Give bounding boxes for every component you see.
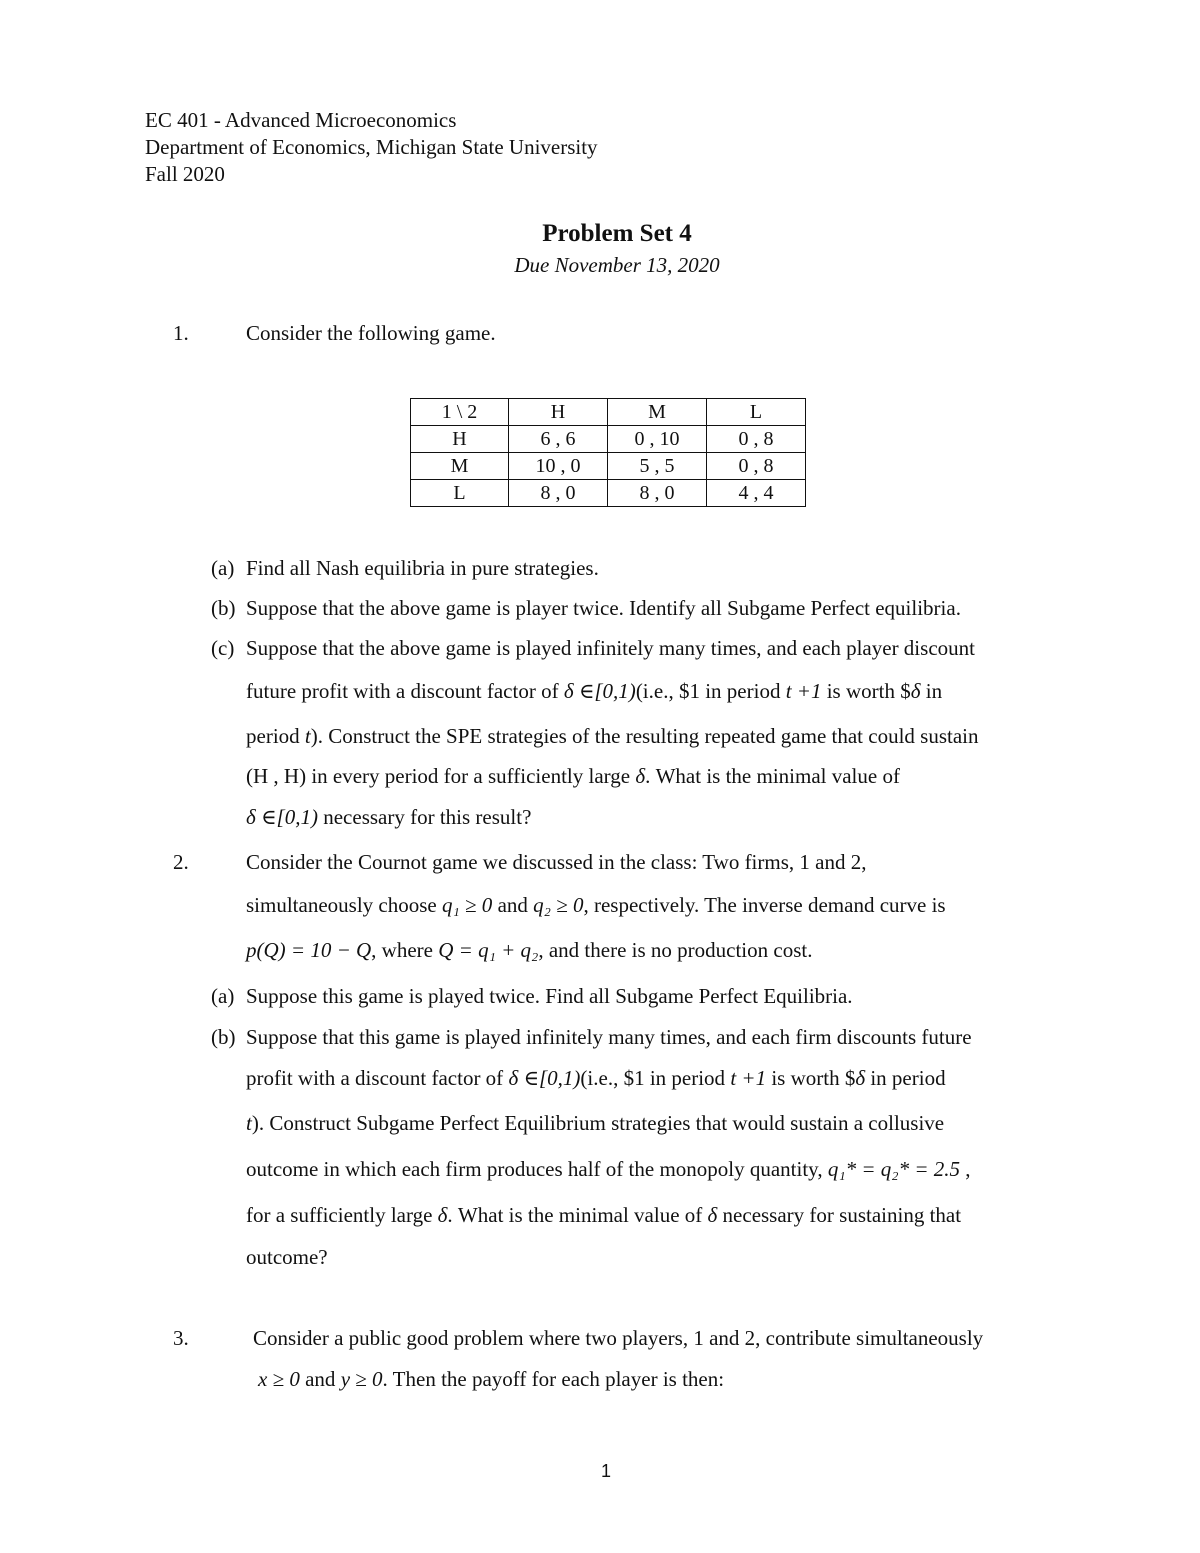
q1-number: 1. — [173, 321, 189, 345]
text-span: . What is the minimal value of — [447, 1203, 708, 1227]
text-span: future profit with a discount factor of — [246, 679, 564, 703]
q2a-text: Suppose this game is played twice. Find all Subgame Perfect Equilibria. — [246, 984, 853, 1008]
text-span: , and there is no production cost. — [538, 938, 813, 962]
q2b-line4 — [246, 1157, 971, 1182]
table-header-cell: M — [608, 399, 707, 426]
table-cell: 4 , 4 — [707, 480, 806, 507]
text-span: in — [920, 679, 943, 703]
text-span: is worth $ — [766, 1066, 856, 1090]
q1c-line4 — [246, 764, 900, 789]
math-period: t +1 — [785, 679, 822, 703]
q2b-line3 — [246, 1111, 944, 1136]
math-q2: q₂ ≥ 0 — [533, 893, 584, 917]
table-header-cell: L — [707, 399, 806, 426]
q2b-line6: outcome? — [246, 1245, 328, 1269]
table-header-cell: H — [509, 399, 608, 426]
q3-line1: Consider a public good problem where two players, 1 and 2, contribute simultaneously — [253, 1326, 984, 1350]
q1a-label: (a) — [211, 556, 235, 580]
table-cell: L — [411, 480, 509, 507]
q2b-line5 — [246, 1203, 961, 1228]
table-cell: 8 , 0 — [509, 480, 608, 507]
q3-number: 3. — [173, 1326, 189, 1350]
math-delta: δ — [910, 679, 921, 703]
text-span: and — [299, 1367, 341, 1391]
table-cell: 0 , 8 — [707, 426, 806, 453]
q1c-line3 — [246, 724, 979, 749]
department-name: Department of Economics, Michigan State University — [145, 135, 598, 159]
text-span: outcome in which each firm produces half of the monopoly quantity, — [246, 1157, 828, 1181]
payoff-table — [410, 398, 806, 507]
math-demand: p(Q) = 10 − Q — [246, 938, 372, 962]
math-delta: δ — [707, 1203, 718, 1227]
math-delta-range: δ ∈[0,1) — [246, 805, 318, 829]
due-date: Due November 13, 2020 — [514, 253, 720, 277]
text-span: period — [246, 724, 305, 748]
text-span: and — [492, 893, 534, 917]
math-total-q: Q = q₁ + q₂ — [438, 938, 539, 962]
math-delta-range: δ ∈[0,1) — [563, 679, 636, 703]
text-span: . What is the minimal value of — [645, 764, 900, 788]
q3-line2 — [258, 1367, 724, 1392]
math-q1: q₁ ≥ 0 — [441, 893, 493, 917]
table-cell: 0 , 8 — [707, 453, 806, 480]
table-row — [411, 426, 806, 453]
q2a-label: (a) — [211, 984, 235, 1008]
q2-line1: Consider the Cournot game we discussed in the class: Two firms, 1 and 2, — [246, 850, 867, 874]
q1c-label: (c) — [211, 636, 235, 660]
table-header-row — [411, 399, 806, 426]
page-title: Problem Set 4 — [542, 220, 692, 247]
table-cell: 0 , 10 — [608, 426, 707, 453]
text-span: , — [960, 1157, 971, 1181]
table-row — [411, 480, 806, 507]
page-number: 1 — [600, 1461, 611, 1481]
q2-number: 2. — [173, 850, 189, 874]
course-title: EC 401 - Advanced Microeconomics — [145, 108, 457, 132]
q1c-line5 — [246, 805, 531, 830]
q2-line2 — [246, 893, 946, 918]
q2b-line1: Suppose that this game is played infinitely many times, and each firm discounts future — [246, 1025, 972, 1049]
math-collusive-q: q₁* = q₂* = 2.5 — [827, 1157, 961, 1181]
text-span: ). Construct Subgame Perfect Equilibrium strategies that would sustain a collusive — [251, 1111, 945, 1135]
q1-text: Consider the following game. — [246, 321, 496, 345]
text-span: simultaneously choose — [246, 893, 442, 917]
text-span: (i.e., $1 in period — [635, 679, 786, 703]
math-t: t — [246, 1111, 252, 1135]
q1b-label: (b) — [211, 596, 236, 620]
math-x: x ≥ 0 — [258, 1367, 300, 1391]
math-delta: δ — [635, 764, 646, 788]
text-span: necessary for sustaining that — [717, 1203, 962, 1227]
table-cell: 10 , 0 — [509, 453, 608, 480]
text-span: . Then the payoff for each player is then: — [382, 1367, 725, 1391]
q2b-label: (b) — [211, 1025, 236, 1049]
text-span: in period — [865, 1066, 946, 1090]
q1c-line1: Suppose that the above game is played infinitely many times, and each player discount — [246, 636, 975, 660]
text-span: necessary for this result? — [317, 805, 532, 829]
table-row — [411, 453, 806, 480]
table-cell: 8 , 0 — [608, 480, 707, 507]
math-period: t +1 — [730, 1066, 767, 1090]
table-cell: H — [411, 426, 509, 453]
q1c-line2 — [246, 679, 942, 704]
table-cell: 6 , 6 — [509, 426, 608, 453]
q1a-text: Find all Nash equilibria in pure strategies. — [246, 556, 599, 580]
text-span: (H , H) in every period for a sufficiently large — [246, 764, 636, 788]
text-span: for a sufficiently large — [246, 1203, 438, 1227]
math-delta: δ — [437, 1203, 448, 1227]
table-cell: M — [411, 453, 509, 480]
text-span: , respectively. The inverse demand curve is — [583, 893, 946, 917]
math-t: t — [304, 724, 311, 748]
text-span: , where — [371, 938, 439, 962]
math-delta-range: δ ∈[0,1) — [508, 1066, 581, 1090]
table-cell: 5 , 5 — [608, 453, 707, 480]
q2-line3 — [246, 938, 812, 963]
math-delta: δ — [855, 1066, 866, 1090]
term: Fall 2020 — [145, 162, 225, 186]
text-span: profit with a discount factor of — [246, 1066, 509, 1090]
math-y: y ≥ 0 — [340, 1367, 383, 1391]
text-span: (i.e., $1 in period — [580, 1066, 731, 1090]
table-header-cell: 1 \ 2 — [411, 399, 509, 426]
q2b-line2 — [246, 1066, 946, 1091]
text-span: ). Construct the SPE strategies of the resulting repeated game that could sustain — [310, 724, 979, 748]
q1b-text: Suppose that the above game is player twice. Identify all Subgame Perfect equilibria. — [246, 596, 961, 620]
text-span: is worth $ — [821, 679, 911, 703]
